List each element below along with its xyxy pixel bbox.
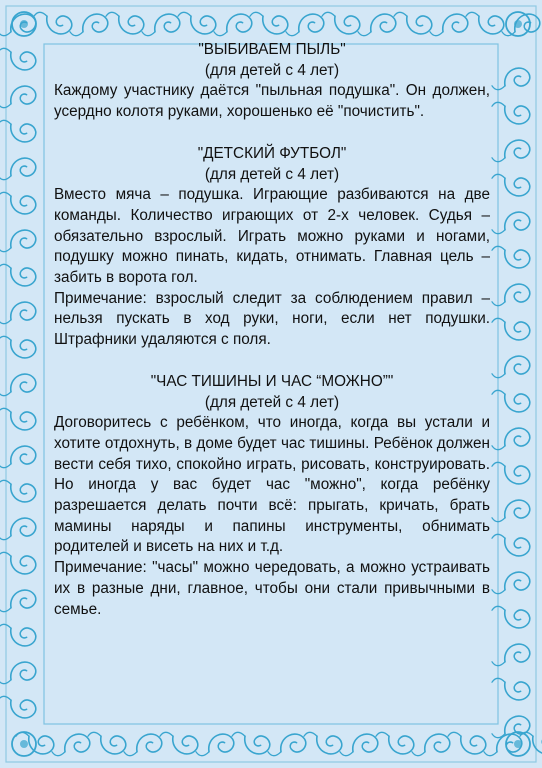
- swirl-ornament-icon: [505, 356, 530, 374]
- swirl-ornament-icon: [11, 662, 36, 680]
- section-paragraph: Каждому участнику даётся "пыльная подушка". Он должен, усердно колотя руками, хорошенько её "почистить".: [54, 82, 490, 121]
- swirl-ornament-icon: [155, 14, 180, 32]
- swirl-ornament-icon: [47, 16, 72, 34]
- section-note: Примечание: взрослый следит за соблюдением правил – нельзя пускать в ход руки, ноги, если нет подушки. Штрафники удаляются с поля.: [54, 289, 490, 349]
- swirl-ornament-icon: [407, 16, 432, 34]
- swirl-ornament-icon: [505, 500, 530, 518]
- swirl-ornament-icon: [281, 734, 306, 752]
- swirl-ornament-icon: [479, 16, 504, 34]
- swirl-tail-icon: [178, 12, 191, 16]
- swirl-tail-icon: [286, 32, 299, 36]
- swirl-tail-icon: [412, 752, 425, 756]
- swirl-ornament-icon: [425, 734, 450, 752]
- swirl-tail-icon: [106, 12, 119, 16]
- swirl-ornament-icon: [11, 484, 36, 502]
- swirl-tail-icon: [88, 732, 101, 736]
- swirl-tail-icon: [214, 32, 227, 36]
- section-title: "ВЫБИВАЕМ ПЫЛЬ": [198, 41, 346, 58]
- swirl-tail-icon: [394, 12, 407, 16]
- swirl-tail-icon: [340, 752, 353, 756]
- swirl-tail-icon: [448, 732, 461, 736]
- section-chas-tishiny: [54, 372, 490, 620]
- swirl-ornament-icon: [137, 734, 162, 752]
- swirl-ornament-icon: [11, 556, 36, 574]
- swirl-ornament-icon: [317, 736, 342, 754]
- swirl-ornament-icon: [505, 572, 530, 590]
- swirl-ornament-icon: [11, 268, 36, 286]
- swirl-tail-icon: [484, 752, 497, 756]
- swirl-ornament-icon: [11, 230, 36, 248]
- section-note: Примечание: "часы" можно чередовать, а можно устраивать их в разные дни, главное, чтобы они стали привычными в семье.: [54, 559, 490, 618]
- swirl-ornament-icon: [505, 394, 530, 412]
- swirl-ornament-icon: [505, 466, 530, 484]
- swirl-ornament-icon: [505, 610, 530, 628]
- swirl-tail-icon: [142, 32, 155, 36]
- section-vybivaem-pyl: [54, 40, 490, 123]
- corner-dot-icon: [20, 20, 28, 28]
- swirl-tail-icon: [376, 732, 389, 736]
- swirl-ornament-icon: [505, 106, 530, 124]
- section-paragraph: Вместо мяча – подушка. Играющие разбиваются на две команды. Количество играющих от 2-х человек. Судья – обязательно взрослый. Играть можно руками и ногами, подушку можно пинать, кидать, отнимать. Главная цель – забить в ворота гол.: [54, 186, 490, 287]
- swirl-ornament-icon: [11, 374, 36, 392]
- swirl-tail-icon: [466, 12, 479, 16]
- swirl-ornament-icon: [83, 14, 108, 32]
- swirl-tail-icon: [70, 32, 83, 36]
- swirl-ornament-icon: [11, 52, 36, 70]
- swirl-ornament-icon: [11, 590, 36, 608]
- swirl-tail-icon: [160, 732, 173, 736]
- swirl-tail-icon: [268, 752, 281, 756]
- swirl-tail-icon: [52, 752, 65, 756]
- swirl-ornament-icon: [505, 140, 530, 158]
- swirl-ornament-icon: [371, 14, 396, 32]
- swirl-tail-icon: [34, 12, 47, 16]
- swirl-ornament-icon: [505, 322, 530, 340]
- swirl-ornament-icon: [11, 86, 36, 104]
- section-title: "ЧАС ТИШИНЫ И ЧАС “МОЖНО”": [150, 372, 394, 390]
- swirl-ornament-icon: [119, 16, 144, 34]
- section-age: (для детей с 4 лет): [204, 393, 340, 411]
- swirl-ornament-icon: [209, 734, 234, 752]
- swirl-tail-icon: [232, 732, 245, 736]
- section-paragraph: Договоритесь с ребёнком, что иногда, когда вы устали и хотите отдохнуть, в доме будет час тишины. Ребёнок должен вести себя тихо, спокойно играть, рисовать, конструировать. Но иногда у вас будет час "можно", когда ребёнку разрешается делать почти всё: прыгать, кричать, брать мамины наряды и папины инструменты, обнимать родителей и висеть на них и т.д.: [54, 414, 490, 556]
- swirl-tail-icon: [304, 732, 317, 736]
- swirl-ornament-icon: [65, 734, 90, 752]
- swirl-ornament-icon: [11, 340, 36, 358]
- swirl-ornament-icon: [505, 68, 530, 86]
- swirl-ornament-icon: [11, 196, 36, 214]
- swirl-ornament-icon: [533, 736, 542, 754]
- corner-dot-icon: [20, 740, 28, 748]
- document-content: [54, 40, 490, 620]
- swirl-ornament-icon: [11, 412, 36, 430]
- swirl-ornament-icon: [505, 428, 530, 446]
- swirl-tail-icon: [358, 32, 371, 36]
- swirl-ornament-icon: [443, 14, 468, 32]
- section-age: (для детей с 4 лет): [204, 165, 340, 183]
- section-detskiy-futbol: [54, 144, 490, 351]
- swirl-ornament-icon: [11, 446, 36, 464]
- swirl-ornament-icon: [11, 158, 36, 176]
- swirl-ornament-icon: [505, 682, 530, 700]
- swirl-ornament-icon: [263, 16, 288, 34]
- swirl-tail-icon: [322, 12, 335, 16]
- swirl-ornament-icon: [505, 178, 530, 196]
- section-age: (для детей с 4 лет): [204, 61, 340, 79]
- swirl-ornament-icon: [11, 302, 36, 320]
- swirl-ornament-icon: [461, 736, 486, 754]
- swirl-ornament-icon: [11, 518, 36, 536]
- swirl-ornament-icon: [101, 736, 126, 754]
- swirl-ornament-icon: [11, 628, 36, 646]
- section-title: "ДЕТСКИЙ ФУТБОЛ": [197, 144, 347, 162]
- swirl-ornament-icon: [505, 250, 530, 268]
- swirl-tail-icon: [124, 752, 137, 756]
- swirl-ornament-icon: [505, 284, 530, 302]
- swirl-ornament-icon: [505, 644, 530, 662]
- swirl-tail-icon: [196, 752, 209, 756]
- swirl-tail-icon: [430, 32, 443, 36]
- swirl-ornament-icon: [389, 736, 414, 754]
- swirl-ornament-icon: [11, 700, 36, 718]
- swirl-ornament-icon: [11, 124, 36, 142]
- swirl-ornament-icon: [505, 538, 530, 556]
- swirl-ornament-icon: [299, 14, 324, 32]
- swirl-ornament-icon: [505, 212, 530, 230]
- swirl-ornament-icon: [227, 14, 252, 32]
- swirl-ornament-icon: [353, 734, 378, 752]
- swirl-ornament-icon: [191, 16, 216, 34]
- swirl-ornament-icon: [245, 736, 270, 754]
- swirl-tail-icon: [250, 12, 263, 16]
- swirl-ornament-icon: [173, 736, 198, 754]
- swirl-ornament-icon: [335, 16, 360, 34]
- corner-dot-icon: [514, 20, 522, 28]
- corner-dot-icon: [514, 740, 522, 748]
